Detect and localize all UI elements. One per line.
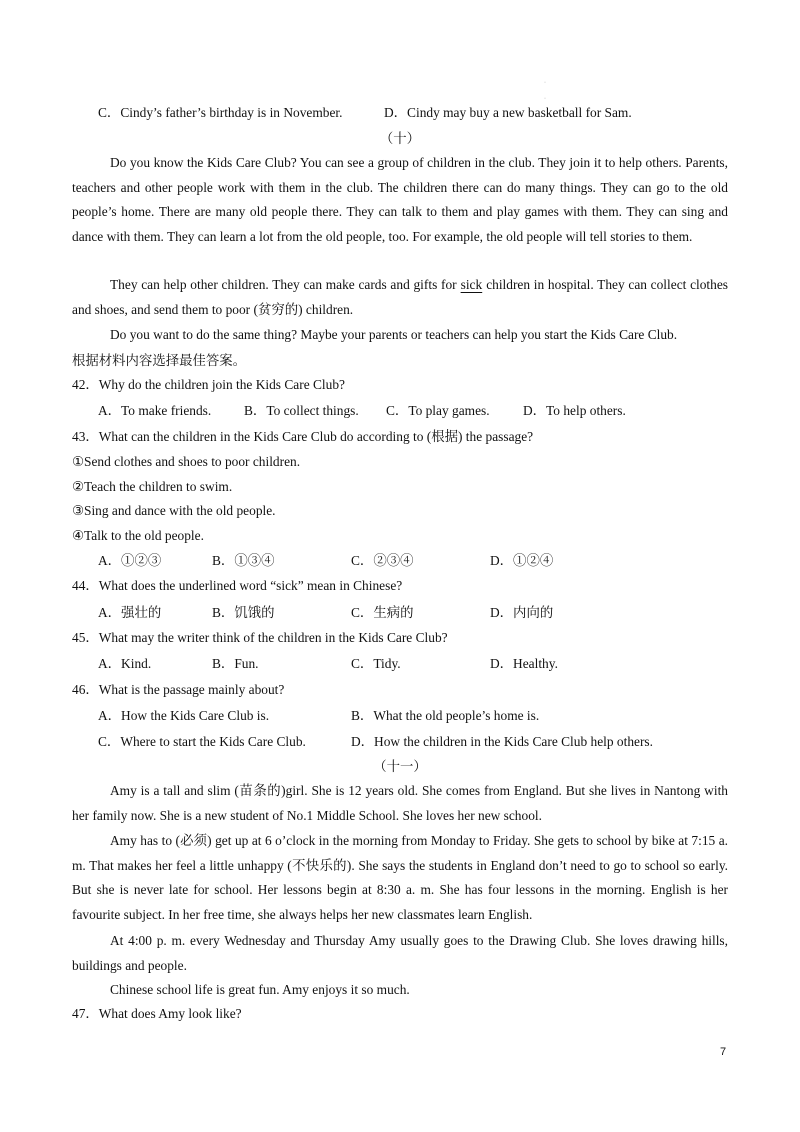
passage-paragraph: Do you want to do the same thing? Maybe your parents or teachers can help you start the Kids Care Club. xyxy=(110,327,678,342)
option-b: B．What the old people’s home is. xyxy=(351,708,540,723)
decorative-dot: · xyxy=(544,80,546,86)
question-stem: 45．What may the writer think of the children in the Kids Care Club? xyxy=(72,630,448,645)
option-d: D．Healthy. xyxy=(490,656,558,671)
option-b: B．饥饿的 xyxy=(212,605,275,620)
passage-paragraph: Amy has to (必须) get up at 6 o’clock in the morning from Monday to Friday. She gets to school by bike at 7:15 a. m. That makes her feel a little unhappy (不快乐的). She says the students in England don’t need to go to school so early. But she is never late for school. Her lessons begin at 8:30 a. m. She has four lessons in the morning. English is her favourite subject. In her free time, she always helps her new classmates learn English. xyxy=(72,833,728,922)
option-b: B．Fun. xyxy=(212,656,259,671)
option-d: D．To help others. xyxy=(523,403,626,418)
option-c: C．②③④ xyxy=(351,553,414,568)
question-stem: 46．What is the passage mainly about? xyxy=(72,682,285,697)
option-c: C．Cindy’s father’s birthday is in November. xyxy=(98,105,343,120)
decorative-dot: · xyxy=(544,96,546,102)
question-stem: 42．Why do the children join the Kids Care Club? xyxy=(72,377,345,392)
option-b: B．To collect things. xyxy=(244,403,359,418)
question-stem: 44．What does the underlined word “sick” mean in Chinese? xyxy=(72,578,403,593)
option-a: A．①②③ xyxy=(98,553,162,568)
passage-paragraph: Chinese school life is great fun. Amy enjoys it so much. xyxy=(110,982,410,997)
option-d: D．Cindy may buy a new basketball for Sam. xyxy=(384,105,632,120)
passage-paragraph: Amy is a tall and slim (苗条的)girl. She is 12 years old. She comes from England. But she lives in Nantong with her family now. She is a new student of No.1 Middle School. She loves her new school. xyxy=(72,783,728,823)
option-d: D．内向的 xyxy=(490,605,554,620)
list-item: ②Teach the children to swim. xyxy=(72,479,233,494)
question-stem: 47．What does Amy look like? xyxy=(72,1006,242,1021)
option-b: B．①③④ xyxy=(212,553,275,568)
option-a: A．强壮的 xyxy=(98,605,162,620)
passage-paragraph: Do you know the Kids Care Club? You can see a group of children in the club. They join it to help others. Parents, teachers and other people work with them in the club. The children there can do many things. They can go to the old people’s home. There are many old people there. They can talk to them and play games with them. They can sing and dance with them. They can learn a lot from the old people, too. For example, the old people will tell stories to them. xyxy=(72,155,728,244)
option-a: A．Kind. xyxy=(98,656,152,671)
option-c: C．生病的 xyxy=(351,605,414,620)
option-c: C．Where to start the Kids Care Club. xyxy=(98,734,306,749)
page-number: 7 xyxy=(720,1046,727,1058)
option-a: A．To make friends. xyxy=(98,403,212,418)
section-heading: （十一） xyxy=(373,759,427,774)
question-stem: 43．What can the children in the Kids Care Club do according to (根据) the passage? xyxy=(72,429,534,444)
list-item: ④Talk to the old people. xyxy=(72,528,204,543)
list-item: ①Send clothes and shoes to poor children. xyxy=(72,454,301,469)
passage-paragraph: At 4:00 p. m. every Wednesday and Thursday Amy usually goes to the Drawing Club. She loves drawing hills, buildings and people. xyxy=(72,933,728,973)
option-c: C．To play games. xyxy=(386,403,490,418)
section-heading: （十） xyxy=(379,131,421,146)
list-item: ③Sing and dance with the old people. xyxy=(72,503,276,518)
option-d: D．①②④ xyxy=(490,553,554,568)
option-c: C．Tidy. xyxy=(351,656,401,671)
option-a: A．How the Kids Care Club is. xyxy=(98,708,270,723)
option-d: D．How the children in the Kids Care Club help others. xyxy=(351,734,653,749)
instruction: 根据材料内容选择最佳答案。 xyxy=(72,353,247,368)
passage-paragraph: They can help other children. They can make cards and gifts for sick children in hospital. They can collect clothes and shoes, and send them to poor (贫穷的) children. xyxy=(72,277,729,317)
underlined-word: sick xyxy=(460,277,483,292)
